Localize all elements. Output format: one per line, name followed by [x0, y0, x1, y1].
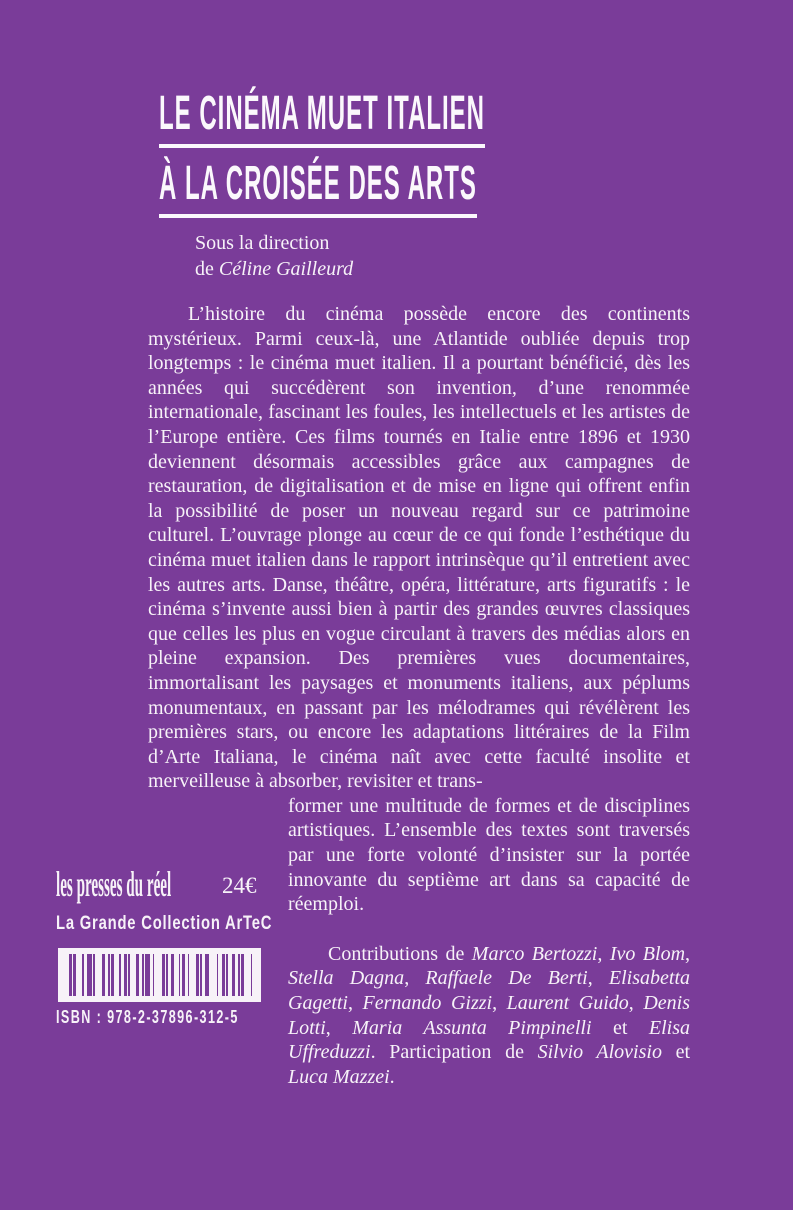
direction-block [195, 230, 353, 282]
text-segment: et [591, 1016, 649, 1039]
name-italic: Raffaele De Berti [425, 967, 588, 990]
title-row-1 [159, 87, 793, 160]
director-name [195, 256, 353, 282]
barcode-bar [95, 954, 103, 996]
text-segment: et [661, 1041, 691, 1064]
barcode [58, 948, 261, 1002]
text-segment: , [597, 942, 610, 965]
name-italic: Laurent Guido [506, 992, 629, 1015]
synopsis-full-width: L’histoire du cinéma possède encore des continents mystérieux. Parmi ceux-là, une Atlantide oubliée depuis trop longtemps : le cinéma muet italien. Il a pourtant bénéficié, dès les années qui succédèrent son invention, d’une renommée internationale, fascinant les foules, les intellectuels et les artistes de l’Europe entière. Ces films tournés en Italie entre 1896 et 1930 deviennent désormais accessibles grâce aux campagnes de restauration, de digitalisation et de mise en ligne qui offrent enfin la possibilité de poser un nouveau regard sur ce patrimoine culturel. L’ouvrage plonge au cœur de ce qui fonde l’esthétique du cinéma muet italien dans le rapport intrinsèque qu’il entretient avec les autres arts. Danse, théâtre, opéra, littérature, arts figuratifs : le cinéma s’invente aussi bien à partir des grandes œuvres classiques que celles les plus en vogue circulant à travers des médias alors en pleine expansion. Des premières vues documentaires, immortalisant les paysages et monuments italiens, aux péplums monumentaux, en passant par les mélodrames qui révélèrent les premières stars, ou encore les adaptations littéraires de la Film d’Arte Italiana, le cinéma naît avec cette faculté insolite et merveilleuse à absorber, revisiter et trans- [148, 303, 690, 793]
text-segment: , [348, 992, 363, 1015]
publisher-logo: les presses du réel [56, 864, 172, 904]
name-italic: Elisabetta Gagetti [288, 967, 690, 1015]
name-italic: Silvio Alovisio [537, 1041, 662, 1064]
book-title [159, 87, 793, 230]
barcode-bar [209, 954, 217, 996]
title-line-2: À LA CROISÉE DES ARTS [159, 160, 477, 218]
name-italic: Luca Mazzei [288, 1065, 390, 1088]
title-row-2 [159, 157, 793, 230]
text-segment: , [685, 942, 691, 965]
text-segment: , [628, 992, 644, 1015]
text-segment: , [325, 1016, 353, 1039]
name-italic: Elisa Uffreduzzi [288, 1016, 690, 1064]
name-italic: Ivo Blom [609, 942, 686, 965]
contributions-paragraph [288, 942, 690, 1090]
synopsis-wrapped: former une multitude de formes et de disciplines artistiques. L’ensemble des textes sont traversés par une forte volonté d’insister sur la portée innovante du septième art dans sa capacité de réemploi. [288, 794, 690, 916]
text-segment: , [587, 967, 609, 990]
text-segment: , [404, 967, 426, 990]
text-segment: . [389, 1065, 395, 1088]
name-italic: Marco Bertozzi [471, 942, 598, 965]
text-segment: de [195, 258, 219, 280]
name-italic: Stella Dagna [288, 967, 405, 990]
text-segment: . Participation de [370, 1041, 538, 1064]
isbn-label: ISBN : 978-2-37896-312-5 [56, 1007, 239, 1027]
name-italic: Maria Assunta Pimpinelli [352, 1016, 592, 1039]
direction-label: Sous la direction [195, 232, 330, 254]
name-italic: Denis Lotti [288, 992, 691, 1039]
price-label: 24€ [222, 873, 257, 898]
text-segment: , [492, 992, 507, 1015]
collection-label: La Grande Collection ArTeC [56, 913, 273, 934]
barcode-bar [154, 954, 162, 996]
name-italic: Céline Gailleurd [218, 258, 354, 280]
text-segment: Contributions de [328, 942, 472, 965]
name-italic: Fernando Gizzi [362, 992, 493, 1015]
barcode-bar [252, 954, 255, 996]
title-line-1: LE CINÉMA MUET ITALIEN [159, 90, 485, 148]
